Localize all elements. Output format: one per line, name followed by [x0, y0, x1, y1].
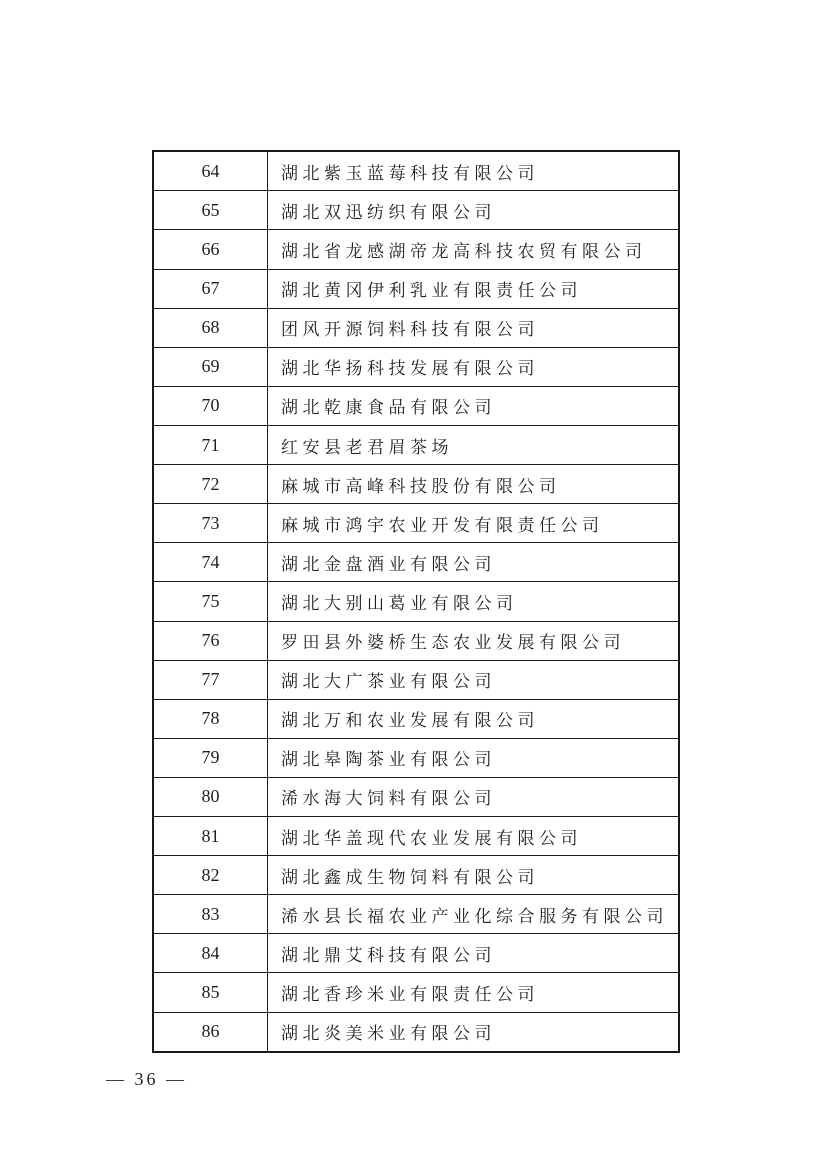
row-number: 78 [153, 699, 268, 738]
company-name: 湖北大别山葛业有限公司 [268, 582, 680, 621]
table-row [153, 856, 679, 895]
company-name: 湖北乾康食品有限公司 [268, 386, 680, 425]
company-name: 湖北华扬科技发展有限公司 [268, 347, 680, 386]
company-name: 湖北皋陶茶业有限公司 [268, 738, 680, 777]
row-number: 70 [153, 386, 268, 425]
row-number: 64 [153, 151, 268, 191]
table-row [153, 151, 679, 191]
company-name: 麻城市鸿宇农业开发有限责任公司 [268, 504, 680, 543]
row-number: 66 [153, 230, 268, 269]
company-table-body [153, 151, 679, 1052]
table-row [153, 895, 679, 934]
row-number: 76 [153, 621, 268, 660]
row-number: 80 [153, 777, 268, 816]
company-name: 湖北鼎艾科技有限公司 [268, 934, 680, 973]
table-row [153, 230, 679, 269]
row-number: 67 [153, 269, 268, 308]
table-row [153, 386, 679, 425]
page-number: — 36 — [106, 1069, 187, 1089]
table-row [153, 308, 679, 347]
company-name: 浠水海大饲料有限公司 [268, 777, 680, 816]
company-name: 湖北万和农业发展有限公司 [268, 699, 680, 738]
row-number: 85 [153, 973, 268, 1012]
row-number: 65 [153, 191, 268, 230]
table-row [153, 660, 679, 699]
company-name: 湖北炎美米业有限公司 [268, 1012, 680, 1052]
table-row [153, 347, 679, 386]
row-number: 83 [153, 895, 268, 934]
row-number: 75 [153, 582, 268, 621]
company-name: 湖北香珍米业有限责任公司 [268, 973, 680, 1012]
table-row [153, 543, 679, 582]
row-number: 79 [153, 738, 268, 777]
row-number: 74 [153, 543, 268, 582]
table-row [153, 699, 679, 738]
table-row [153, 973, 679, 1012]
row-number: 86 [153, 1012, 268, 1052]
row-number: 69 [153, 347, 268, 386]
company-name: 湖北大广茶业有限公司 [268, 660, 680, 699]
table-row [153, 425, 679, 464]
row-number: 71 [153, 425, 268, 464]
company-name: 红安县老君眉茶场 [268, 425, 680, 464]
row-number: 82 [153, 856, 268, 895]
company-name: 湖北金盘酒业有限公司 [268, 543, 680, 582]
table-row [153, 817, 679, 856]
table-row [153, 191, 679, 230]
company-table [152, 150, 680, 1053]
company-name: 湖北黄冈伊利乳业有限责任公司 [268, 269, 680, 308]
company-name: 湖北省龙感湖帝龙高科技农贸有限公司 [268, 230, 680, 269]
row-number: 72 [153, 465, 268, 504]
row-number: 77 [153, 660, 268, 699]
row-number: 84 [153, 934, 268, 973]
company-name: 湖北华盖现代农业发展有限公司 [268, 817, 680, 856]
table-row [153, 777, 679, 816]
row-number: 73 [153, 504, 268, 543]
company-name: 团风开源饲料科技有限公司 [268, 308, 680, 347]
company-name: 浠水县长福农业产业化综合服务有限公司 [268, 895, 680, 934]
table-row [153, 269, 679, 308]
table-row [153, 621, 679, 660]
table-row [153, 582, 679, 621]
table-row [153, 934, 679, 973]
company-name: 罗田县外婆桥生态农业发展有限公司 [268, 621, 680, 660]
table-row [153, 1012, 679, 1052]
company-name: 麻城市高峰科技股份有限公司 [268, 465, 680, 504]
table-row [153, 504, 679, 543]
table-row [153, 465, 679, 504]
table-row [153, 738, 679, 777]
company-name: 湖北鑫成生物饲料有限公司 [268, 856, 680, 895]
company-name: 湖北紫玉蓝莓科技有限公司 [268, 151, 680, 191]
row-number: 68 [153, 308, 268, 347]
row-number: 81 [153, 817, 268, 856]
company-name: 湖北双迅纺织有限公司 [268, 191, 680, 230]
